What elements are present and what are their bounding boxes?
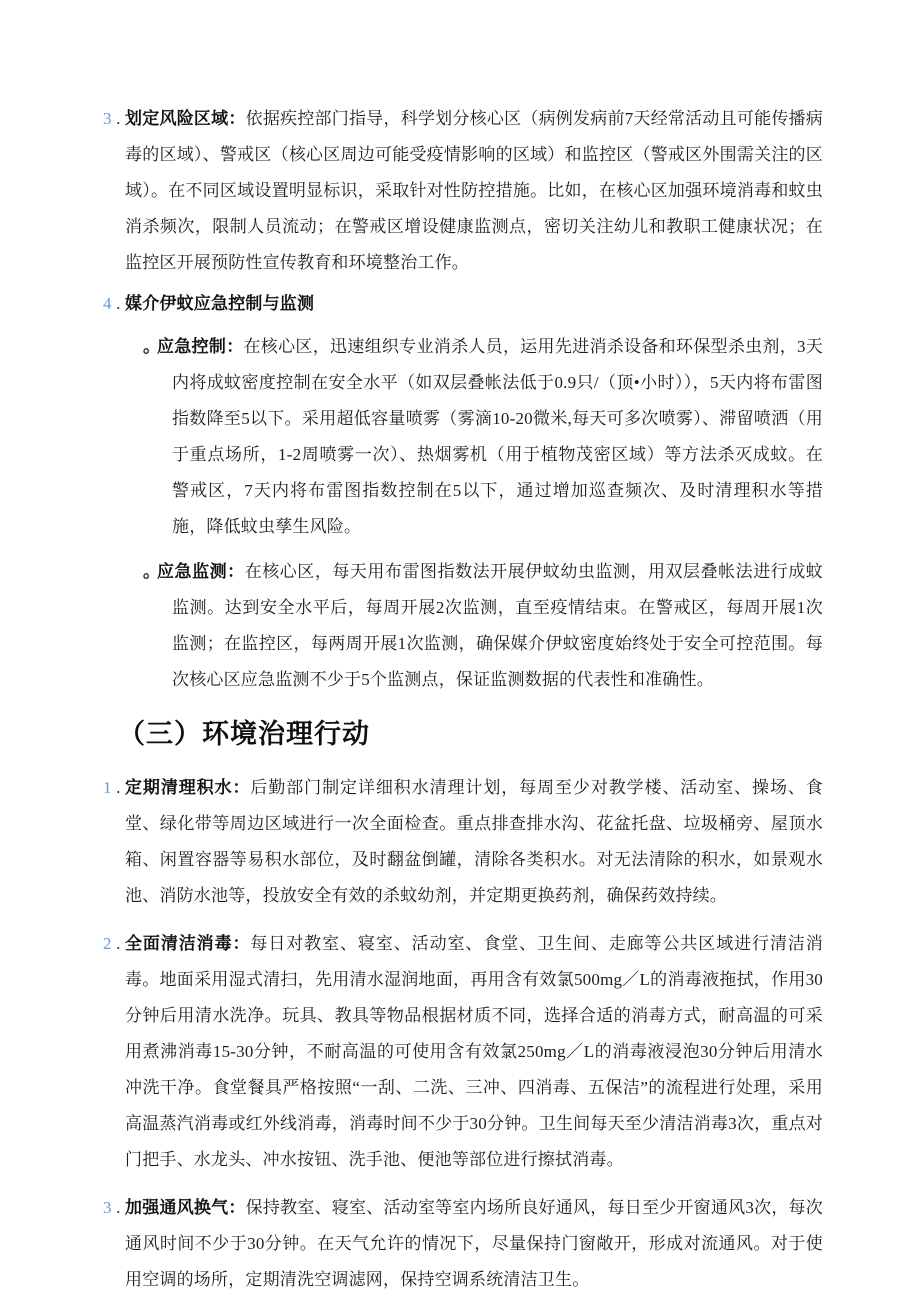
item-number-dot: . bbox=[111, 1198, 121, 1217]
bullet-marker: 。 bbox=[143, 337, 161, 356]
item-text: 每日对教室、寝室、活动室、食堂、卫生间、走廊等公共区域进行清洁消毒。地面采用湿式清扫，先用清水湿润地面，再用含有效氯500mg／L的消毒液拖拭，作用30分钟后用清水洗净。玩具、教具等物品根据材质不同，选择合适的消毒方式，耐高温的可采用煮沸消毒15-30分钟，不耐高温的可使用含有效氯250mg／L的消毒液浸泡30分钟后用清水冲洗干净。食堂餐具严格按照“一刮、二洗、三冲、四消毒、五保洁”的流程进行处理，采用高温蒸汽消毒或红外线消毒，消毒时间不少于30分钟。卫生间每天至少清洁消毒3次，重点对门把手、水龙头、冲水按钮、洗手池、便池等部位进行擦拭消毒。 bbox=[125, 934, 823, 1169]
bullet-text: 在核心区，每天用布雷图指数法开展伊蚊幼虫监测，用双层叠帐法进行成蚊监测。达到安全水平后，每周开展2次监测，直至疫情结束。在警戒区，每周开展1次监测；在监控区，每两周开展1次监测，确保媒介伊蚊密度始终处于安全可控范围。每次核心区应急监测不少于5个监测点，保证监测数据的代表性和准确性。 bbox=[172, 562, 824, 689]
bullet-label: 应急监测： bbox=[157, 562, 245, 581]
item-number-marker bbox=[103, 926, 121, 962]
item-number-dot: . bbox=[111, 294, 121, 313]
item-label: 媒介伊蚊应急控制与监测 bbox=[125, 294, 315, 313]
item-text: 依据疾控部门指导，科学划分核心区（病例发病前7天经常活动且可能传播病毒的区域）、警戒区（核心区周边可能受疫情影响的区域）和监控区（警戒区外围需关注的区域）。在不同区域设置明显标识，采取针对性防控措施。比如，在核心区加强环境消毒和蚊虫消杀频次，限制人员流动；在警戒区增设健康监测点，密切关注幼儿和教职工健康状况；在监控区开展预防性宣传教育和环境整治工作。 bbox=[125, 109, 823, 272]
item-number: 4 bbox=[103, 294, 112, 313]
item-label: 划定风险区域： bbox=[125, 109, 246, 128]
item-label: 定期清理积水： bbox=[125, 778, 251, 797]
item-number-marker bbox=[103, 770, 121, 806]
section-heading-environment: （三）环境治理行动 bbox=[118, 719, 370, 749]
item-number: 3 bbox=[103, 109, 112, 128]
item-number-marker bbox=[103, 286, 121, 322]
bullet-emergency-control bbox=[143, 329, 823, 545]
list-item-3-risk-zones bbox=[103, 101, 823, 281]
item-text: 后勤部门制定详细积水清理计划，每周至少对教学楼、活动室、操场、食堂、绿化带等周边区域进行一次全面检查。重点排查排水沟、花盆托盘、垃圾桶旁、屋顶水箱、闲置容器等易积水部位，及时翻盆倒罐，清除各类积水。对无法清除的积水，如景观水池、消防水池等，投放安全有效的杀蚊幼剂，并定期更换药剂，确保药效持续。 bbox=[125, 778, 823, 905]
list-item-2-clean-disinfect bbox=[103, 926, 823, 1178]
bullet-marker: 。 bbox=[143, 562, 161, 581]
list-item-1-clear-water bbox=[103, 770, 823, 914]
item-number: 3 bbox=[103, 1198, 112, 1217]
item-number-marker bbox=[103, 101, 121, 137]
list-item-3-ventilation bbox=[103, 1190, 823, 1298]
bullet-label: 应急控制： bbox=[157, 337, 244, 356]
list-item-4-aedes-control bbox=[103, 286, 823, 322]
item-text: 保持教室、寝室、活动室等室内场所良好通风，每日至少开窗通风3次，每次通风时间不少于30分钟。在天气允许的情况下，尽量保持门窗敞开，形成对流通风。对于使用空调的场所，定期清洗空调滤网，保持空调系统清洁卫生。 bbox=[125, 1198, 823, 1289]
item-label: 全面清洁消毒： bbox=[125, 934, 251, 953]
bullet-text: 在核心区，迅速组织专业消杀人员，运用先进消杀设备和环保型杀虫剂，3天内将成蚊密度控制在安全水平（如双层叠帐法低于0.9只/（顶•小时）），5天内将布雷图指数降至5以下。采用超低容量喷雾（雾滴10-20微米,每天可多次喷雾）、滞留喷洒（用于重点场所，1-2周喷雾一次）、热烟雾机（用于植物茂密区域）等方法杀灭成蚊。在警戒区，7天内将布雷图指数控制在5以下，通过增加巡查频次、及时清理积水等措施，降低蚊虫孳生风险。 bbox=[172, 337, 824, 536]
item-number: 2 bbox=[103, 934, 112, 953]
item-number-dot: . bbox=[111, 778, 121, 797]
item-number: 1 bbox=[103, 778, 112, 797]
item-number-dot: . bbox=[111, 109, 121, 128]
item-number-dot: . bbox=[111, 934, 121, 953]
item-number-marker bbox=[103, 1190, 121, 1226]
bullet-emergency-monitoring bbox=[143, 554, 823, 698]
item-label: 加强通风换气： bbox=[125, 1198, 246, 1217]
